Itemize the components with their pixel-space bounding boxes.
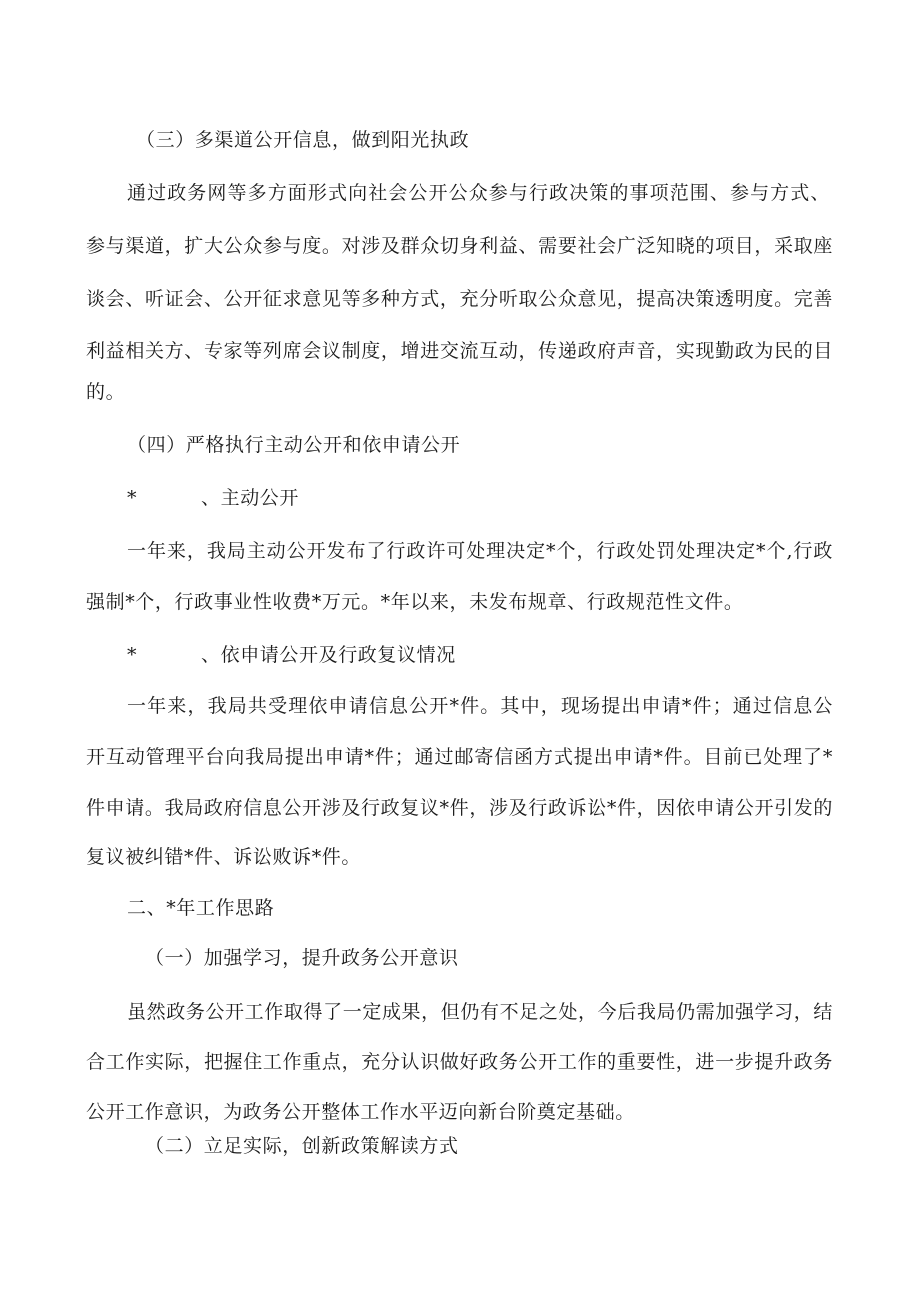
paragraph-line: 强制*个，行政事业性收费*万元。*年以来，未发布规章、行政规范性文件。 xyxy=(86,591,744,613)
subsection-heading-1: （一）加强学习，提升政务公开意识 xyxy=(145,947,459,969)
bullet-item xyxy=(127,486,299,510)
bullet-text: 、主动公开 xyxy=(201,487,300,509)
paragraph-line: 利益相关方、专家等列席会议制度，增进交流互动，传递政府声音，实现勤政为民的目 xyxy=(86,340,833,362)
bullet-mark: * xyxy=(127,487,138,509)
paragraph-line: 一年来，我局主动公开发布了行政许可处理决定*个，行政处罚处理决定*个,行政 xyxy=(127,540,833,562)
subsection-heading-2: （二）立足实际，创新政策解读方式 xyxy=(145,1135,459,1157)
section-heading-2: 二、*年工作思路 xyxy=(127,897,275,919)
section-heading-3: （三）多渠道公开信息，做到阳光执政 xyxy=(136,129,470,151)
paragraph-line: 的。 xyxy=(86,381,126,403)
paragraph-line: 一年来，我局共受理依申请信息公开*件。其中，现场提出申请*件；通过信息公 xyxy=(127,695,833,717)
paragraph-line: 合工作实际，把握住工作重点，充分认识做好政务公开工作的重要性，进一步提升政务 xyxy=(86,1051,833,1073)
paragraph-line: 开互动管理平台向我局提出申请*件；通过邮寄信函方式提出申请*件。目前已处理了* xyxy=(86,746,833,768)
bullet-item xyxy=(127,643,456,667)
bullet-mark: * xyxy=(127,644,138,666)
paragraph-line: 通过政务网等多方面形式向社会公开公众参与行政决策的事项范围、参与方式、 xyxy=(127,182,830,204)
paragraph-line: 参与渠道，扩大公众参与度。对涉及群众切身利益、需要社会广泛知晓的项目，采取座 xyxy=(86,235,833,257)
paragraph-line: 虽然政务公开工作取得了一定成果，但仍有不足之处，今后我局仍需加强学习，结 xyxy=(127,1001,833,1023)
bullet-text: 、依申请公开及行政复议情况 xyxy=(201,644,456,666)
paragraph-line: 谈会、听证会、公开征求意见等多种方式，充分听取公众意见，提高决策透明度。完善 xyxy=(86,288,833,310)
paragraph-line: 公开工作意识，为政务公开整体工作水平迈向新台阶奠定基础。 xyxy=(86,1101,635,1123)
section-heading-4: （四）严格执行主动公开和依申请公开 xyxy=(127,434,461,456)
paragraph-line: 件申请。我局政府信息公开涉及行政复议*件，涉及行政诉讼*件，因依申请公开引发的 xyxy=(86,797,833,819)
paragraph-line: 复议被纠错*件、诉讼败诉*件。 xyxy=(86,846,362,868)
